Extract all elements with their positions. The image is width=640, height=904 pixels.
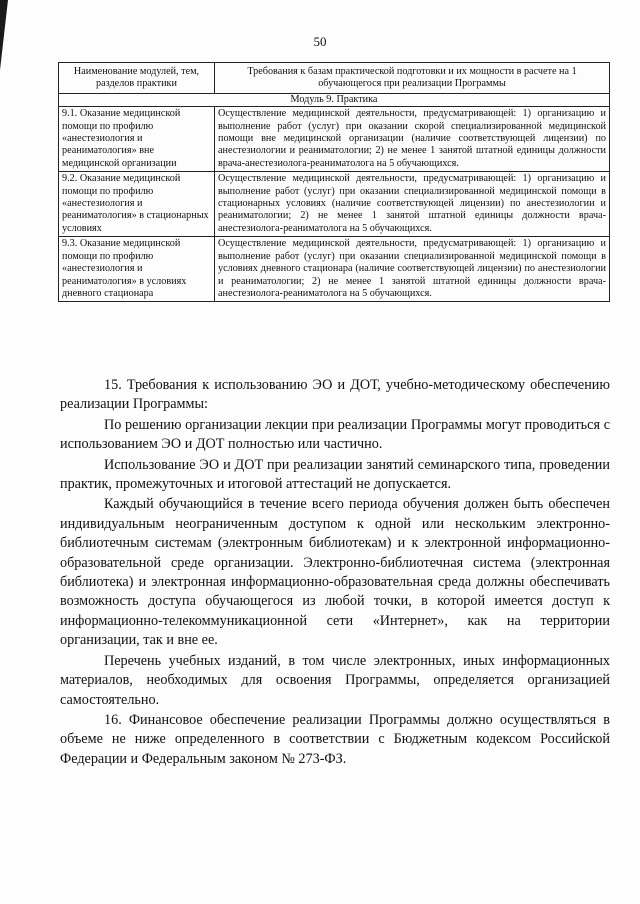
table-row (59, 107, 610, 172)
header-col-requirements: Требования к базам практической подготовки и их мощности в расчете на 1 обучающегося при реализации Программы (215, 63, 610, 94)
header-col-modules: Наименование модулей, тем, разделов практики (59, 63, 215, 94)
row-requirements: Осуществление медицинской деятельности, предусматривающей: 1) организацию и выполнение работ (услуг) при оказании специализированной медицинской помощи в условиях дневного стационара (наличие соответствующей лицензии) по анестезиологии и реаниматологии; 2) не менее 1 занятой штатной единицы должности врача-анестезиолога-реаниматолога на 5 обучающихся. (215, 237, 610, 302)
row-name: 9.3. Оказание медицинской помощи по профилю «анестезиология и реаниматология» в условиях дневного стационара (59, 237, 215, 302)
practice-requirements-table (58, 62, 610, 302)
paragraph-section-15: 15. Требования к использованию ЭО и ДОТ, учебно-методическому обеспечению реализации Программы: (60, 377, 610, 413)
page-number: 50 (313, 34, 327, 49)
paragraph-materials: Перечень учебных изданий, в том числе электронных, иных информационных материалов, необходимых для освоения Программы, определяется организацией самостоятельно. (60, 652, 610, 708)
table-row (59, 172, 610, 237)
row-requirements: Осуществление медицинской деятельности, предусматривающей: 1) организацию и выполнение работ (услуг) при оказании специализированной медицинской помощи в стационарных условиях (наличие соответствующей лицензии) по анестезиологии и реаниматологии; 2) не менее 1 занятой штатной единицы должности врача-анестезиолога-реаниматолога на 5 обучающихся. (215, 172, 610, 237)
module-title: Модуль 9. Практика (59, 93, 610, 106)
body-text (60, 376, 610, 770)
row-requirements: Осуществление медицинской деятельности, предусматривающей: 1) организацию и выполнение работ (услуг) при оказании скорой специализированной медицинской помощи вне медицинской организации (наличие соответствующей лицензии) по анестезиологии и реаниматологии; 2) не менее 1 занятой штатной единицы должности врача-анестезиолога-реаниматолога на 5 обучающихся. (215, 107, 610, 172)
paragraph-lectures: По решению организации лекции при реализации Программы могут проводиться с использованием ЭО и ДОТ полностью или частично. (60, 416, 610, 453)
row-name: 9.2. Оказание медицинской помощи по профилю «анестезиология и реаниматология» в стационарных условиях (59, 172, 215, 237)
module-title-row (59, 93, 610, 106)
paragraph-seminars: Использование ЭО и ДОТ при реализации занятий семинарского типа, проведении практик, промежуточных и итоговой аттестаций не допускается. (60, 456, 610, 493)
row-name: 9.1. Оказание медицинской помощи по профилю «анестезиология и реаниматология» вне медицинской организации (59, 107, 215, 172)
table-header-row (59, 63, 610, 94)
paragraph-section-16: 16. Финансовое обеспечение реализации Программы должно осуществляться в объеме не ниже определенного в соответствии с Бюджетным кодексом Российской Федерации и Федеральным законом № 273-ФЗ. (60, 711, 610, 767)
table-row (59, 237, 610, 302)
paragraph-library-access: Каждый обучающийся в течение всего периода обучения должен быть обеспечен индивидуальным неограниченным доступом к одной или нескольким электронно-библиотечным системам (электронным библиотекам) и к электронной информационно-образовательной среде организации. Электронно-библиотечная система (электронная библиотека) и электронная информационно-образовательная среда должны обеспечивать возможность доступа обучающегося из любой точки, в которой имеется доступ к информационно-телекоммуникационной сети «Интернет», как на территории организации, так и вне ее. (60, 496, 610, 649)
